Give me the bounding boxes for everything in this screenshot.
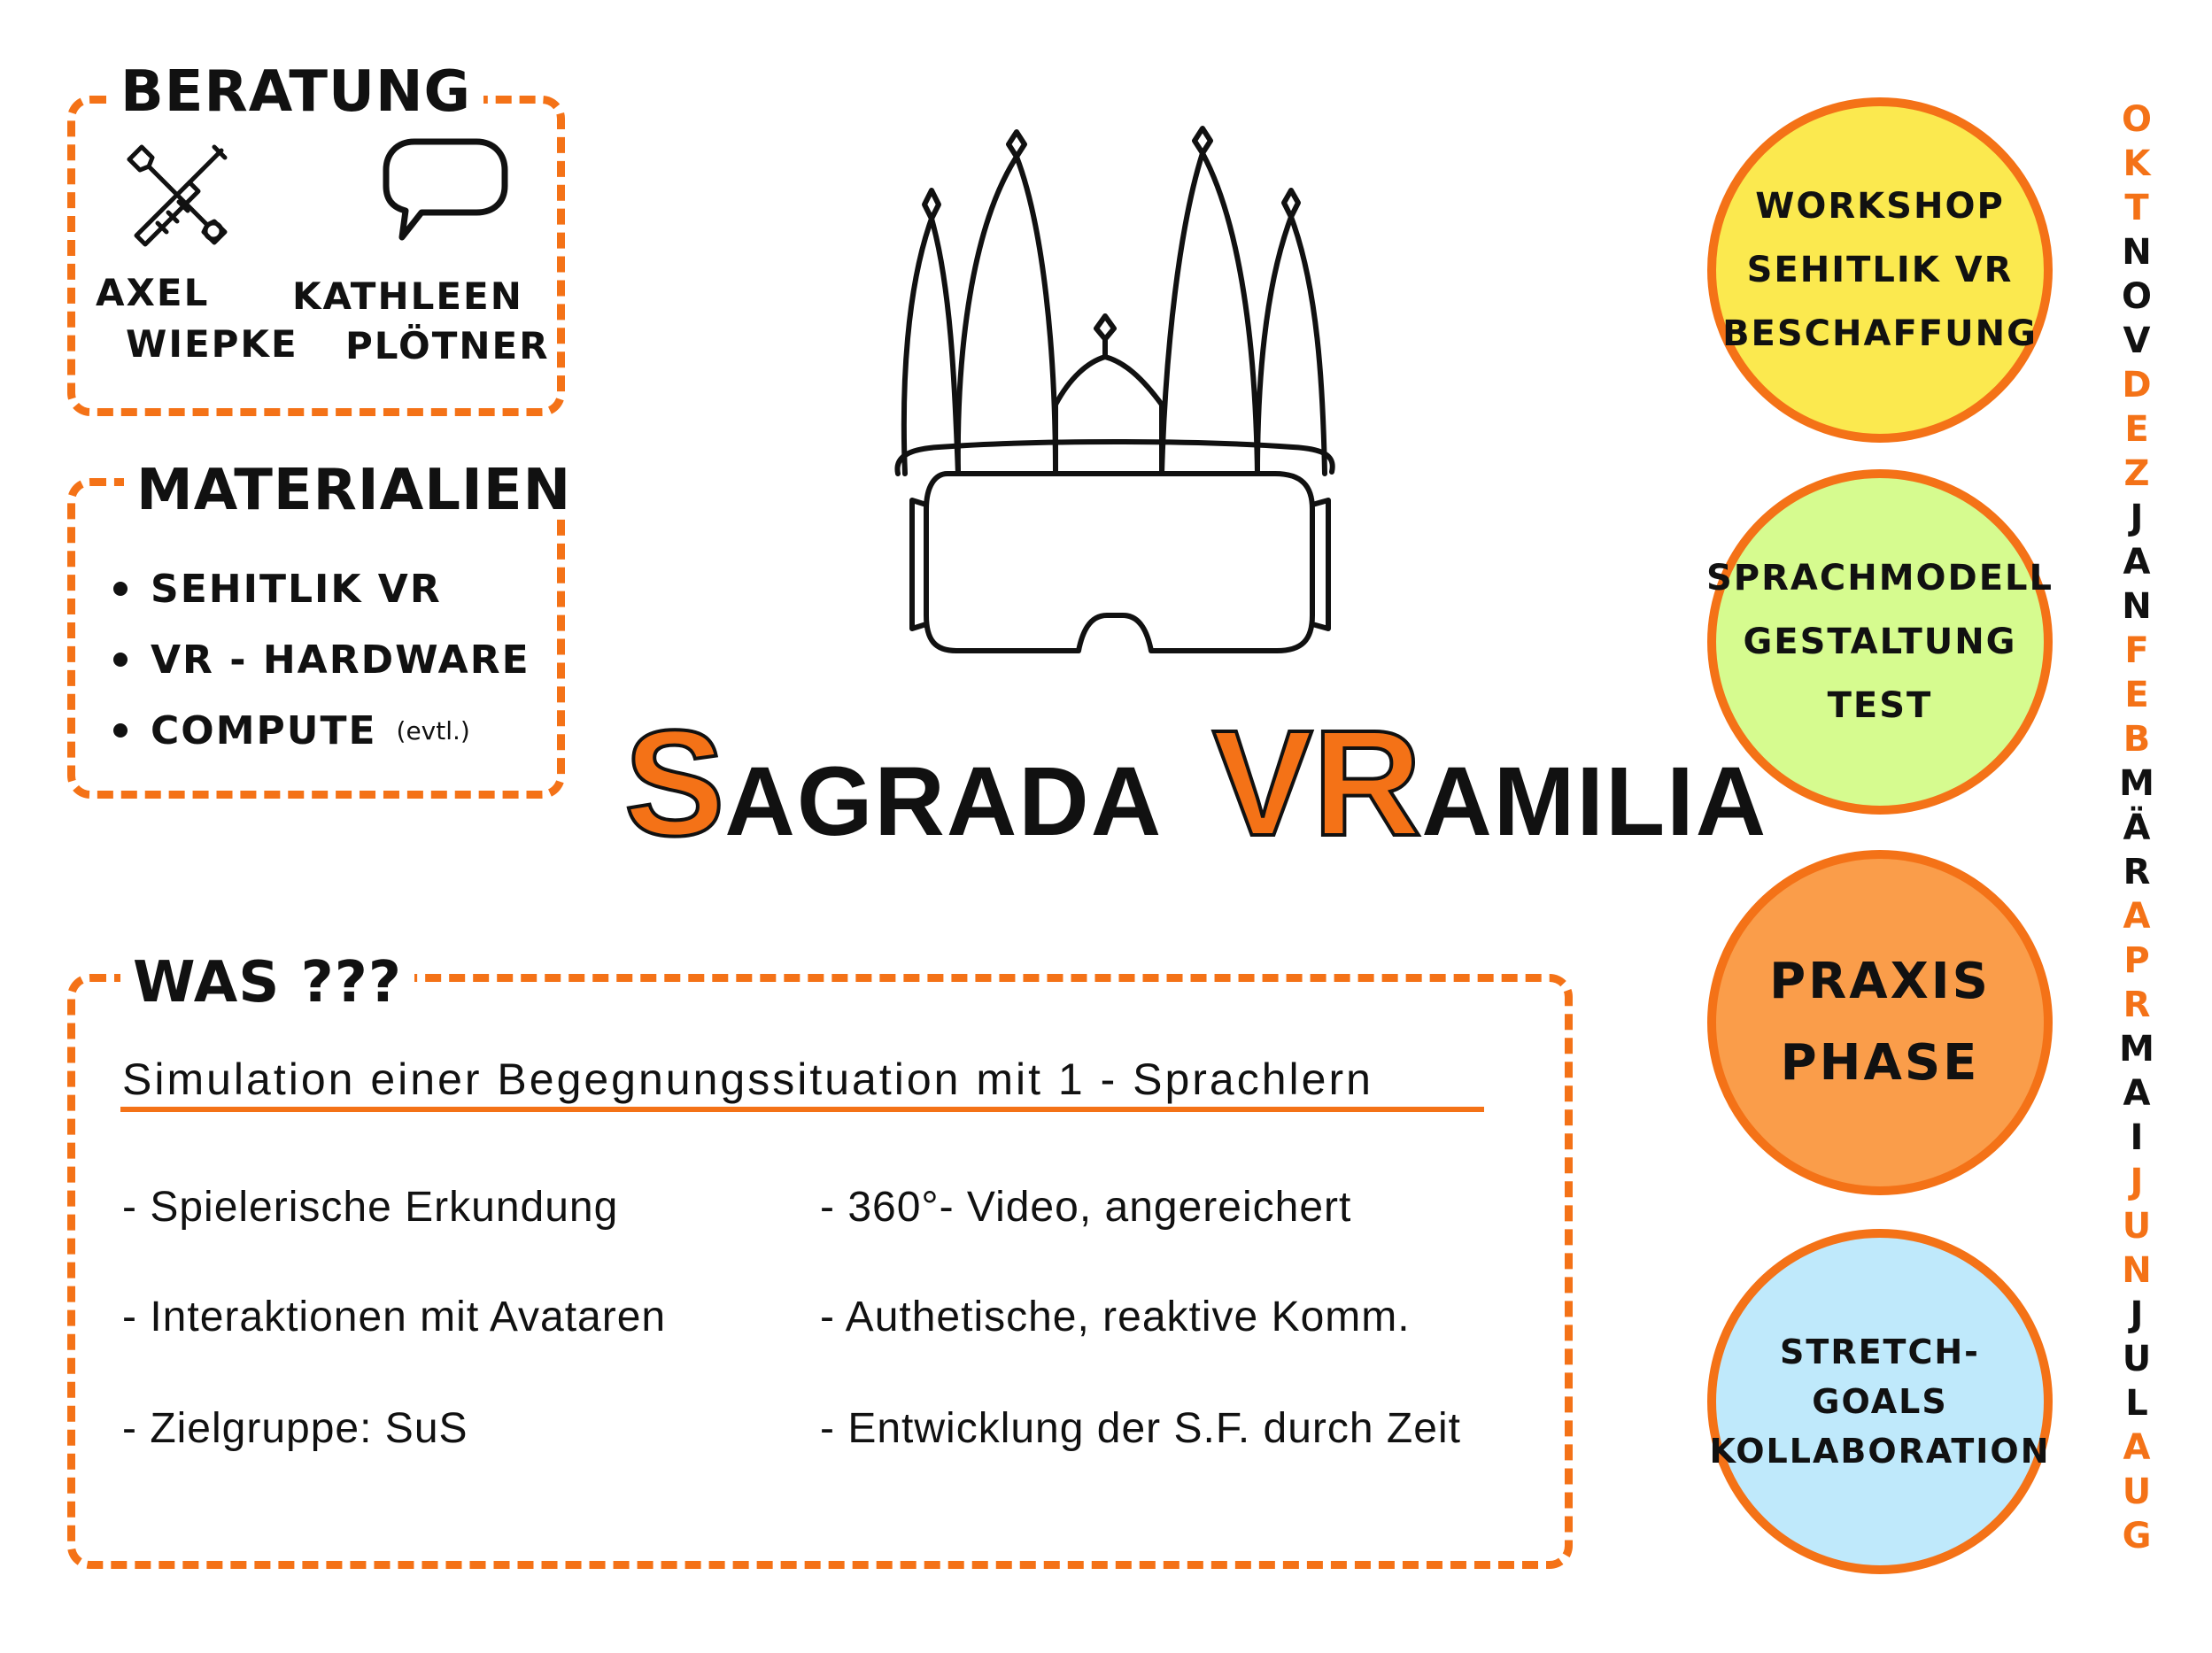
month-jul: [2116, 1293, 2157, 1425]
month-letter: O: [2121, 99, 2152, 140]
phase-circle-sprachmodell: SPRACHMODELL GESTALTUNG TEST: [1707, 469, 2053, 815]
month-letter: M: [2119, 1029, 2154, 1070]
list-item: SEHITLIK VR: [113, 553, 530, 624]
bullet: [113, 723, 128, 738]
subtitle-underline: [120, 1107, 1484, 1112]
month-letter: A: [2123, 542, 2151, 583]
feature-item: - Authetische, reaktive Komm.: [820, 1294, 1411, 1340]
month-letter: M: [2119, 763, 2154, 804]
month-letter: U: [2122, 1206, 2152, 1247]
month-jun: [2116, 1160, 2157, 1293]
month-letter: A: [2123, 1427, 2151, 1468]
title-word-amilia: AMILIA: [1421, 747, 1768, 856]
feature-item: - 360°- Video, angereichert: [820, 1184, 1352, 1231]
month-letter: Ä: [2123, 807, 2151, 848]
month-letter: T: [2124, 188, 2149, 228]
project-title: [624, 699, 1768, 868]
month-letter: K: [2123, 143, 2151, 184]
month-nov: [2116, 230, 2157, 363]
feature-item: - Interaktionen mit Avataren: [122, 1294, 667, 1340]
was-title: WAS ???: [120, 954, 414, 1011]
month-letter: N: [2122, 1250, 2152, 1291]
person-last-name: PLÖTNER: [345, 324, 550, 367]
materialien-title: MATERIALIEN: [124, 462, 584, 519]
phase-circle-stretch-goals: STRETCH- GOALS KOLLABORATION: [1707, 1229, 2053, 1574]
title-letter-s: S: [624, 699, 725, 868]
person-first-name: KATHLEEN: [292, 274, 523, 318]
list-item: VR - HARDWARE: [113, 624, 530, 695]
month-feb: [2116, 629, 2157, 761]
tools-icon: [122, 140, 232, 250]
bullet: [113, 653, 128, 667]
month-letter: N: [2122, 232, 2152, 273]
month-letter: E: [2124, 409, 2149, 450]
list-item: COMPUTE (evtl.): [113, 695, 530, 766]
month-aug: [2116, 1425, 2157, 1558]
month-letter: I: [2130, 1117, 2144, 1158]
was-subtitle: Simulation einer Begegnungssituation mit 1 - Sprachlern: [122, 1054, 1373, 1104]
person-last-name: WIEPKE: [126, 322, 298, 366]
feature-item: - Entwicklung der S.F. durch Zeit: [820, 1405, 1461, 1452]
month-okt: [2116, 97, 2157, 230]
month-letter: J: [2130, 498, 2144, 538]
cathedral-vr-headset-icon: [886, 120, 1346, 673]
title-letter-v: V: [1212, 699, 1313, 868]
month-letter: L: [2125, 1383, 2148, 1424]
note-text: (evtl.): [396, 715, 470, 745]
month-letter: U: [2122, 1471, 2152, 1512]
month-letter: R: [2123, 985, 2151, 1025]
month-letter: Z: [2123, 453, 2150, 494]
phase-circle-workshop: WORKSHOP SEHITLIK VR BESCHAFFUNG: [1707, 97, 2053, 443]
month-timeline: [2116, 97, 2157, 1558]
phase-circle-praxis: PRAXIS PHASE: [1707, 850, 2053, 1195]
month-mai: [2116, 1027, 2157, 1160]
month-mär: [2116, 761, 2157, 894]
person-first-name: AXEL: [96, 271, 210, 314]
title-word-agrada: AGRADA: [724, 747, 1164, 856]
month-letter: J: [2130, 1294, 2144, 1335]
materialien-list: [113, 553, 530, 766]
month-dez: [2116, 363, 2157, 496]
month-letter: B: [2123, 719, 2151, 760]
speech-bubble-icon: [379, 135, 512, 244]
month-letter: P: [2123, 940, 2150, 981]
month-letter: U: [2122, 1339, 2152, 1379]
month-letter: R: [2123, 852, 2151, 892]
month-letter: F: [2124, 630, 2149, 671]
feature-item: - Spielerische Erkundung: [122, 1184, 619, 1231]
beratung-title: BERATUNG: [108, 64, 483, 120]
month-letter: V: [2123, 321, 2151, 361]
month-letter: E: [2124, 675, 2149, 715]
month-letter: N: [2122, 586, 2152, 627]
title-letter-r: R: [1312, 699, 1422, 868]
month-letter: J: [2130, 1162, 2144, 1202]
month-letter: A: [2123, 1073, 2151, 1114]
month-letter: A: [2123, 896, 2151, 937]
bullet: [113, 582, 128, 596]
month-letter: O: [2121, 276, 2152, 317]
month-jan: [2116, 496, 2157, 629]
month-letter: G: [2122, 1516, 2152, 1556]
month-apr: [2116, 894, 2157, 1027]
feature-item: - Zielgruppe: SuS: [122, 1405, 468, 1452]
month-letter: D: [2122, 365, 2152, 406]
